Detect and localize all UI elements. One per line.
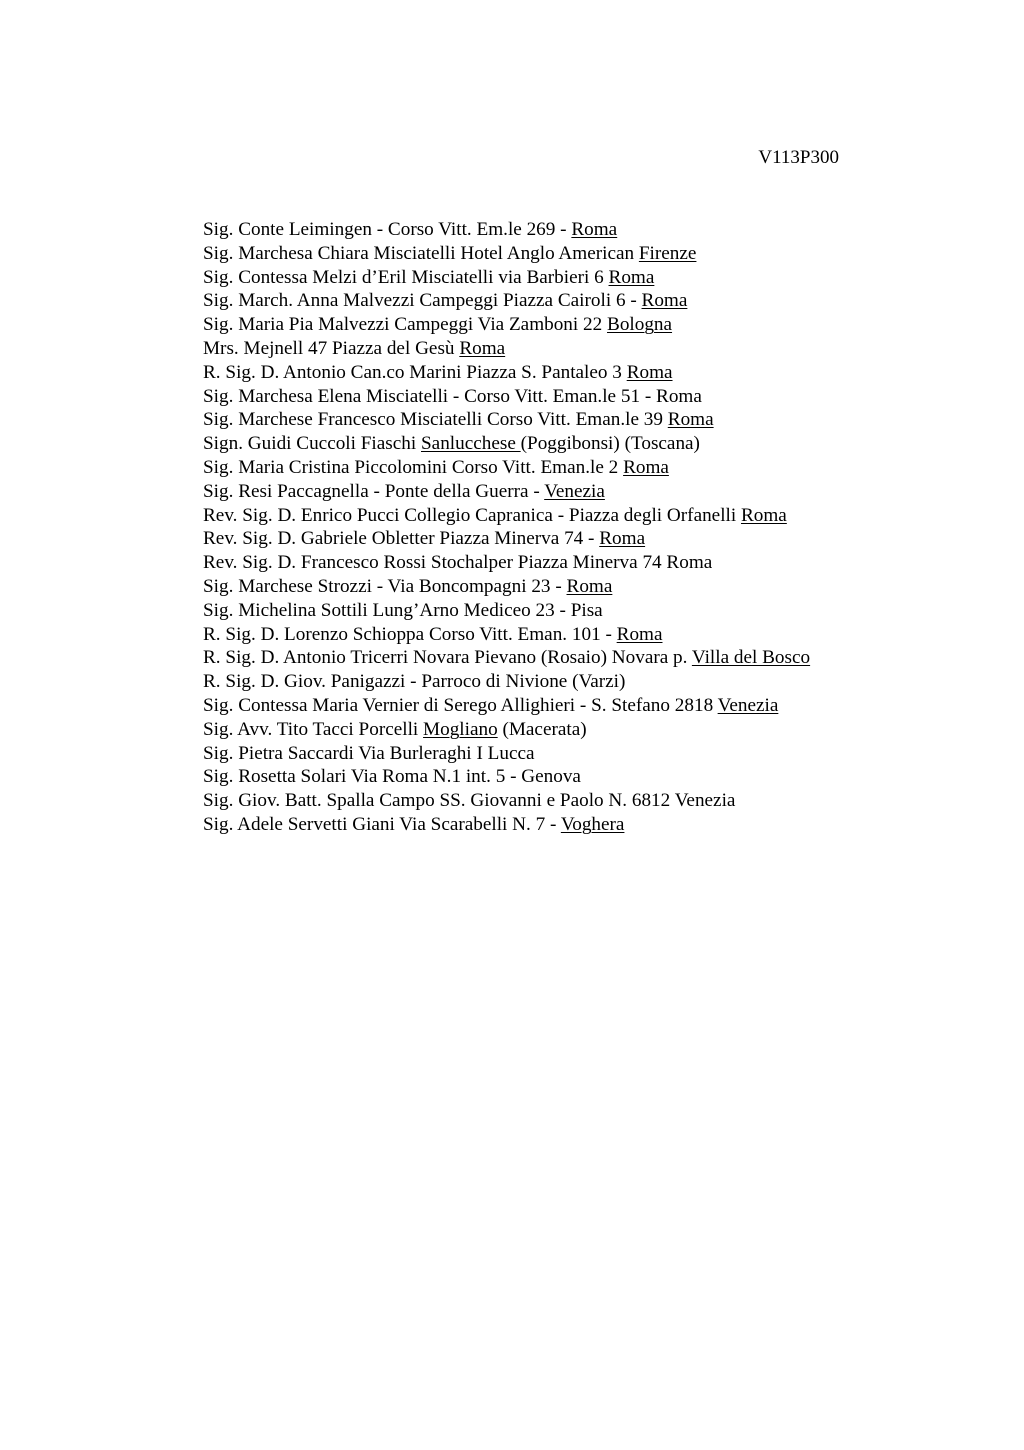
- underlined-place-name: Roma: [571, 219, 618, 240]
- address-text: (Poggibonsi) (Toscana): [520, 433, 700, 455]
- address-text: Sig. Conte Leimingen - Corso Vitt. Em.le 269 -: [203, 219, 572, 240]
- underlined-place-name: Roma: [599, 528, 646, 550]
- address-text: Sig. Marchese Francesco Misciatelli Corso Vitt. Eman.le 39: [203, 409, 668, 431]
- underlined-place-name: Roma: [459, 337, 506, 359]
- underlined-place-name: Roma: [667, 409, 714, 431]
- address-line: [203, 218, 903, 242]
- address-text: Sig. Contessa Maria Vernier di Serego Allighieri - S. Stefano 2818: [203, 694, 718, 716]
- address-line: [203, 813, 903, 837]
- address-text: Sig. Avv. Tito Tacci Porcelli: [203, 718, 424, 740]
- underlined-place-name: Roma: [566, 575, 613, 597]
- address-text: Sig. Pietra Saccardi Via Burleraghi I Lucca: [203, 742, 535, 764]
- underlined-place-name: Roma: [626, 361, 673, 383]
- address-line: [203, 670, 903, 694]
- address-line: [203, 718, 903, 742]
- address-text: Sig. Rosetta Solari Via Roma N.1 int. 5 - Genova: [203, 766, 581, 788]
- address-text: R. Sig. D. Antonio Can.co Marini Piazza S. Pantaleo 3: [203, 361, 627, 383]
- address-line: [203, 480, 903, 504]
- address-line: [203, 694, 903, 718]
- underlined-place-name: Bologna: [607, 314, 673, 336]
- address-text: Sig. Contessa Melzi d’Eril Misciatelli via Barbieri 6: [203, 266, 609, 288]
- address-line: [203, 432, 903, 456]
- address-line: [203, 313, 903, 337]
- address-text: Sign. Guidi Cuccoli Fiaschi: [203, 433, 421, 455]
- address-text: Sig. Giov. Batt. Spalla Campo SS. Giovanni e Paolo N. 6812 Venezia: [203, 790, 736, 812]
- address-text: Sig. Michelina Sottili Lung’Arno Mediceo 23 - Pisa: [203, 599, 603, 621]
- address-text: Sig. Marchesa Chiara Misciatelli Hotel Anglo American: [203, 242, 639, 264]
- address-line: [203, 242, 903, 266]
- address-text: Sig. Adele Servetti Giani Via Scarabelli N. 7 -: [203, 813, 561, 835]
- page-id: V113P300: [758, 147, 839, 168]
- underlined-place-name: Villa del Bosco: [691, 647, 811, 669]
- address-line: [203, 337, 903, 361]
- underlined-place-name: Roma: [608, 266, 655, 288]
- address-text: R. Sig. D. Giov. Panigazzi - Parroco di Nivione (Varzi): [203, 671, 626, 693]
- address-text: Sig. March. Anna Malvezzi Campeggi Piazza Cairoli 6 -: [203, 290, 642, 312]
- address-line: [203, 456, 903, 480]
- address-text: Rev. Sig. D. Francesco Rossi Stochalper Piazza Minerva 74 Roma: [203, 552, 713, 574]
- address-line: [203, 527, 903, 551]
- address-line: [203, 361, 903, 385]
- address-line: [203, 599, 903, 623]
- address-line: [203, 789, 903, 813]
- underlined-place-name: Mogliano: [423, 718, 498, 740]
- underlined-place-name: Voghera: [560, 813, 625, 835]
- address-line: [203, 765, 903, 789]
- underlined-place-name: Roma: [616, 623, 663, 645]
- address-text: R. Sig. D. Antonio Tricerri Novara Pievano (Rosaio) Novara p.: [203, 647, 692, 669]
- underlined-place-name: Firenze: [638, 242, 697, 264]
- address-line: [203, 575, 903, 599]
- address-list: [203, 218, 903, 837]
- address-line: [203, 408, 903, 432]
- address-text: (Macerata): [497, 718, 587, 740]
- address-line: [203, 623, 903, 647]
- address-line: [203, 289, 903, 313]
- address-text: Rev. Sig. D. Gabriele Obletter Piazza Minerva 74 -: [203, 528, 600, 550]
- address-text: Sig. Maria Cristina Piccolomini Corso Vitt. Eman.le 2: [203, 456, 624, 478]
- address-line: [203, 385, 903, 409]
- address-line: [203, 646, 903, 670]
- address-text: R. Sig. D. Lorenzo Schioppa Corso Vitt. Eman. 101 -: [203, 623, 617, 645]
- address-line: [203, 551, 903, 575]
- address-line: [203, 504, 903, 528]
- address-text: Sig. Maria Pia Malvezzi Campeggi Via Zamboni 22: [203, 314, 608, 336]
- underlined-place-name: Venezia: [544, 480, 605, 502]
- underlined-place-name: Sanlucchese: [421, 433, 521, 455]
- underlined-place-name: Venezia: [717, 694, 779, 716]
- address-line: [203, 266, 903, 290]
- address-text: Sig. Marchesa Elena Misciatelli - Corso Vitt. Eman.le 51 - Roma: [203, 385, 702, 407]
- underlined-place-name: Roma: [623, 456, 669, 478]
- address-text: Sig. Marchese Strozzi - Via Boncompagni 23 -: [203, 575, 567, 597]
- address-text: Mrs. Mejnell 47 Piazza del Gesù: [203, 337, 460, 359]
- underlined-place-name: Roma: [740, 504, 787, 526]
- address-text: Rev. Sig. D. Enrico Pucci Collegio Capranica - Piazza degli Orfanelli: [203, 504, 741, 526]
- address-text: Sig. Resi Paccagnella - Ponte della Guerra -: [203, 480, 545, 502]
- underlined-place-name: Roma: [641, 290, 688, 312]
- address-line: [203, 742, 903, 766]
